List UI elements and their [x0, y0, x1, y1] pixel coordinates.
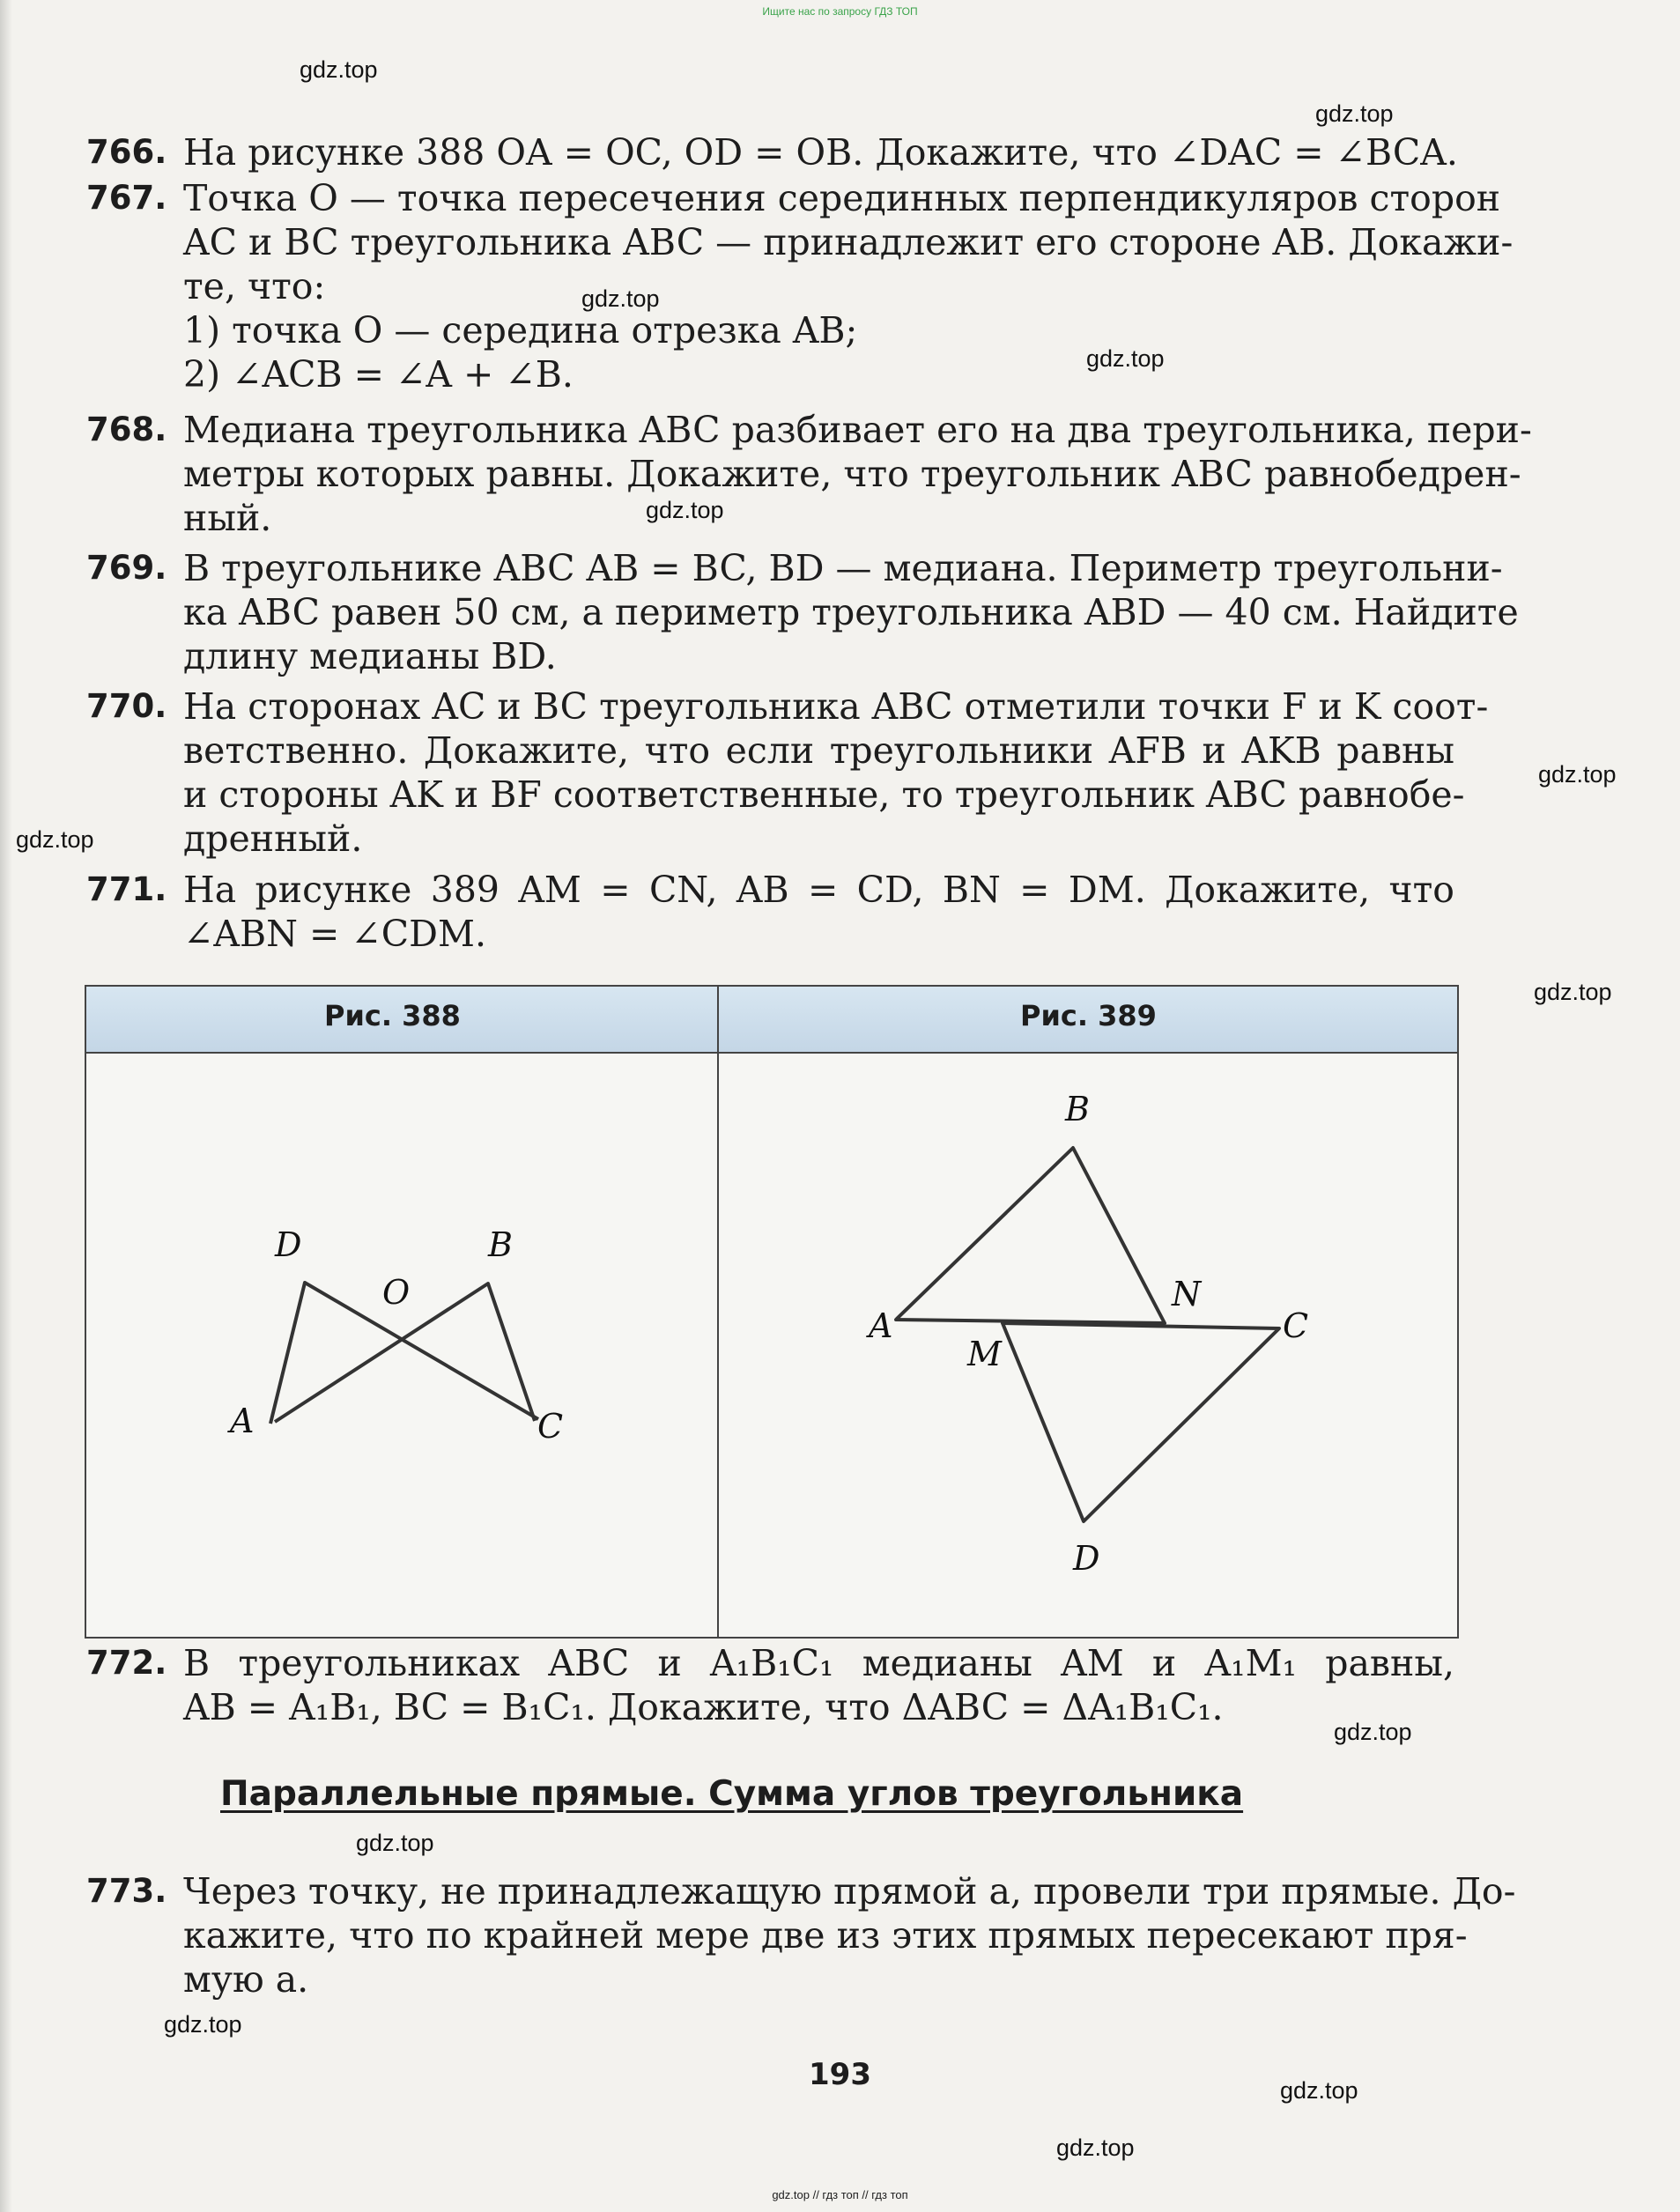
problem-number: 771.: [86, 870, 167, 908]
problem-text: Точка O — точка пересечения серединных перпендикуляров сторон: [183, 177, 1501, 219]
fig388-label-D: D: [275, 1225, 302, 1264]
watermark: gdz.top: [1315, 100, 1394, 127]
watermark: gdz.top: [1334, 1719, 1412, 1745]
watermark: gdz.top: [164, 2011, 242, 2038]
problem-text: мую a.: [183, 1958, 309, 2001]
problem-767: [86, 176, 1513, 396]
problem-772: [86, 1641, 1454, 1729]
watermark: gdz.top: [300, 56, 378, 83]
problem-text: ∠ABN = ∠CDM.: [183, 913, 486, 955]
watermark: gdz.top: [1280, 2077, 1358, 2104]
problem-number: 772.: [86, 1644, 167, 1682]
top-note: Ищите нас по запросу ГДЗ ТОП: [762, 5, 918, 18]
fig389-label-N: N: [1172, 1275, 1202, 1313]
fig388-label-C: C: [537, 1407, 564, 1446]
problem-text: 1) точка O — середина отрезка AB;: [183, 309, 858, 351]
problem-text: 2) ∠ACB = ∠A + ∠B.: [183, 353, 574, 396]
problem-text: дренный.: [183, 817, 363, 860]
problem-text: На рисунке 388 OA = OC, OD = OB. Докажите, что ∠DAC = ∠BCA.: [183, 131, 1458, 174]
problem-text: ный.: [183, 497, 272, 539]
problem-text: те, что:: [183, 265, 326, 307]
section-title: Параллельные прямые. Сумма углов треугольника: [220, 1774, 1244, 1814]
watermark: gdz.top: [1056, 2134, 1135, 2161]
problem-text: ка ABC равен 50 см, а периметр треугольника ABD — 40 см. Найдите: [183, 591, 1519, 633]
problem-text: длину медианы BD.: [183, 635, 557, 677]
watermark: gdz.top: [16, 826, 94, 853]
problem-number: 770.: [86, 687, 167, 725]
problem-text: AB = A₁B₁, BC = B₁C₁. Докажите, что ΔABC = ΔA₁B₁C₁.: [183, 1686, 1224, 1728]
watermark: gdz.top: [646, 497, 724, 523]
problem-text: и стороны AK и BF соответственные, то треугольник ABC равнобе-: [183, 773, 1465, 816]
problem-text: На рисунке 389 AM = CN, AB = CD, BN = DM. Докажите, что: [183, 869, 1454, 911]
problem-text: Медиана треугольника ABC разбивает его на два треугольника, пери-: [183, 409, 1532, 451]
figures-table: [85, 985, 1459, 1639]
fig389-label-B: B: [1065, 1090, 1090, 1128]
fig388-label-B: B: [488, 1225, 513, 1264]
problem-text: ветственно. Докажите, что если треугольники AFB и AKB равны: [183, 729, 1454, 772]
watermark: gdz.top: [1534, 979, 1612, 1005]
problem-770: [86, 684, 1489, 861]
watermark: gdz.top: [1538, 761, 1617, 788]
problem-text: кажите, что по крайней мере две из этих прямых пересекают пря-: [183, 1914, 1468, 1957]
fig389-label-M: M: [967, 1335, 1002, 1373]
problem-771: [86, 868, 1454, 956]
watermark: gdz.top: [1086, 345, 1165, 372]
fig388-label-A: A: [230, 1402, 255, 1440]
problem-766: [86, 130, 1458, 174]
fig389-triangle-ABN: [896, 1148, 1165, 1323]
problem-text: На сторонах AC и BC треугольника ABC отметили точки F и K соот-: [183, 685, 1489, 728]
figure-389-caption: Рис. 389: [1020, 999, 1157, 1032]
fig389-label-A: A: [869, 1306, 893, 1345]
problem-number: 769.: [86, 549, 167, 587]
problem-text: метры которых равны. Докажите, что треугольник ABC равнобедрен-: [183, 453, 1521, 495]
problem-768: [86, 408, 1532, 540]
watermark: gdz.top: [581, 285, 660, 312]
problem-773: [86, 1869, 1516, 2001]
fig389-label-D: D: [1073, 1539, 1100, 1578]
problem-number: 767.: [86, 179, 167, 217]
page-number: 193: [809, 2057, 871, 2092]
problem-text: Через точку, не принадлежащую прямой a, провели три прямые. До-: [183, 1870, 1516, 1912]
problem-number: 766.: [86, 133, 167, 171]
fig389-label-C: C: [1283, 1306, 1309, 1345]
problem-769: [86, 546, 1519, 678]
problem-number: 773.: [86, 1872, 167, 1910]
footer-note: gdz.top // гдз топ // гдз топ: [772, 2188, 908, 2201]
problem-text: В треугольнике ABC AB = BC, BD — медиана. Периметр треугольни-: [183, 547, 1503, 589]
problem-number: 768.: [86, 411, 167, 448]
problem-text: В треугольниках ABC и A₁B₁C₁ медианы AM и A₁M₁ равны,: [183, 1642, 1454, 1684]
watermark: gdz.top: [356, 1830, 434, 1856]
figures-drawing: [86, 987, 1457, 1637]
page-edge-shadow: [0, 0, 12, 2212]
fig388-label-O: O: [382, 1273, 411, 1312]
fig389-triangle-CDM: [1003, 1323, 1279, 1521]
problem-text: AC и BC треугольника ABC — принадлежит его стороне AB. Докажи-: [183, 221, 1513, 263]
figure-388-caption: Рис. 388: [324, 999, 461, 1032]
